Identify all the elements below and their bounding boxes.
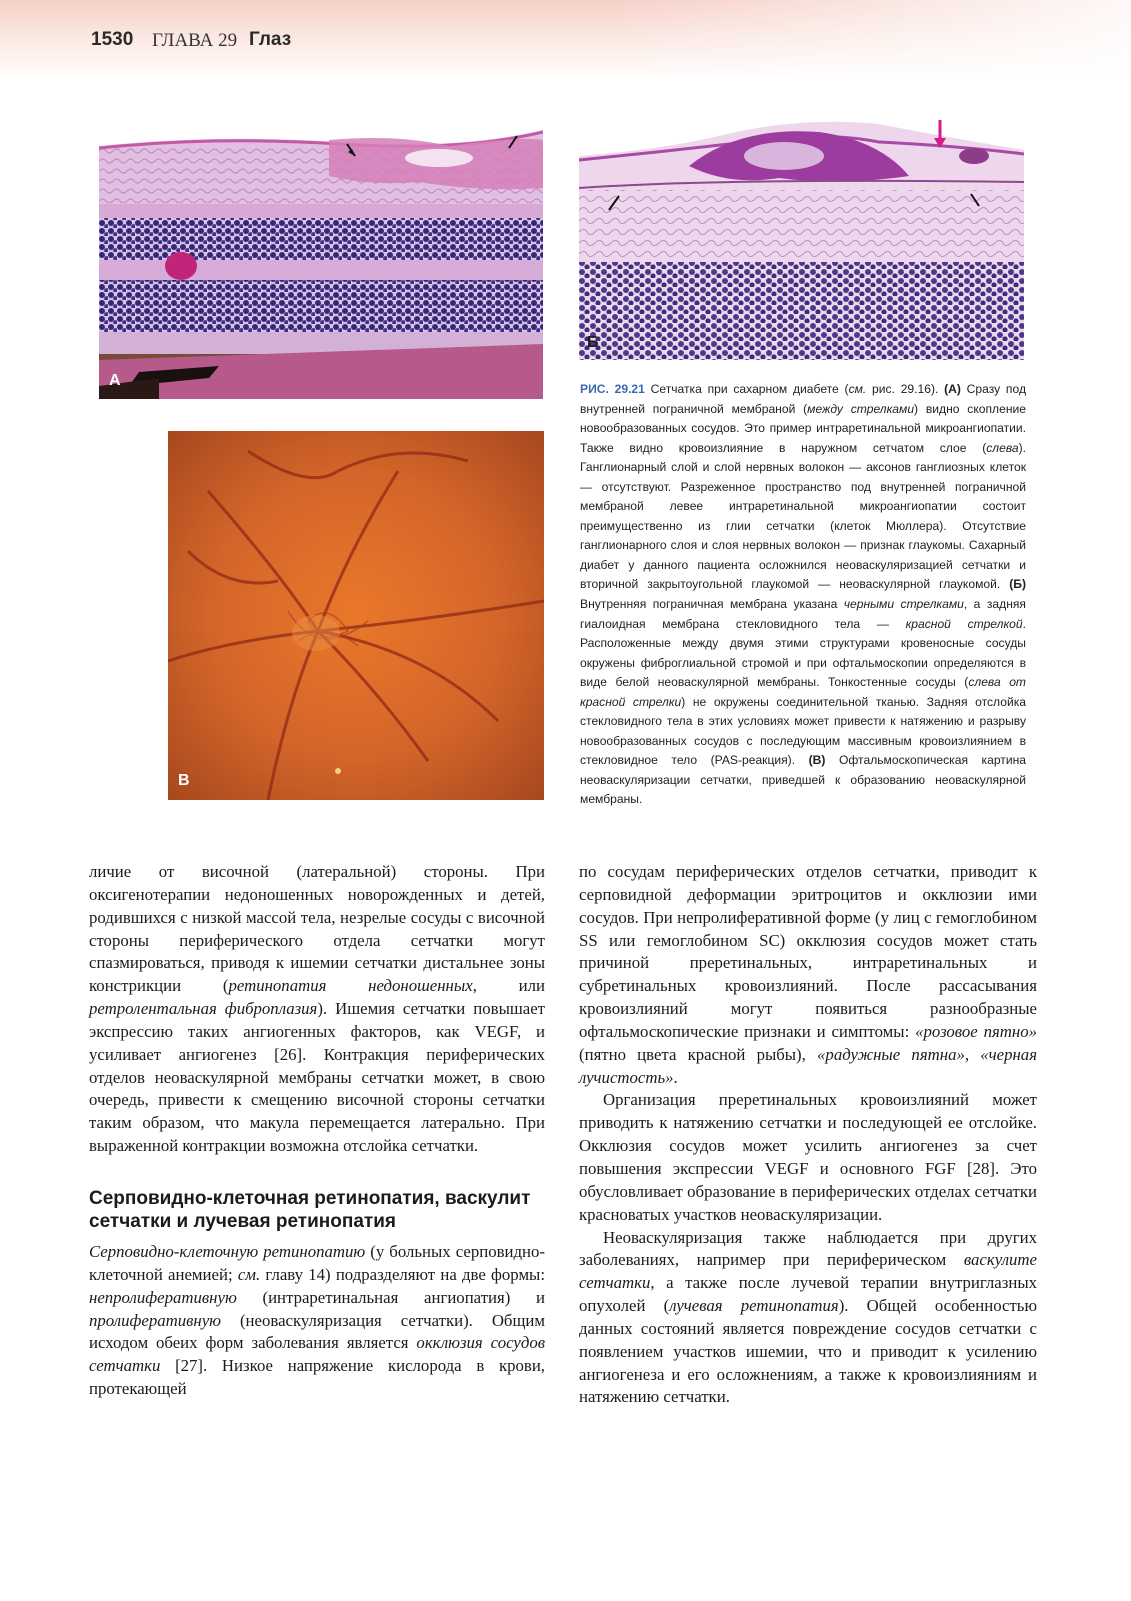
body-text: (у больных серповидно-клеточной анемией;: [89, 1242, 545, 1284]
caption-panel-marker: (А): [944, 382, 961, 396]
figure-b-label: Б: [587, 334, 599, 351]
body-text: ). Ишемия сетчатки повышает экспрессию таких ангиогенных факторов, как VEGF, и усиливает ангиогенез [26]. Контракция периферических отделов неоваскулярной мембраны сетчатки может, в свою очередь, привести к смещению височной стороны сетчатки таким образом, что макула перемещается латерально. При выраженной контракции возможна отслойка сетчатки.: [89, 999, 545, 1156]
body-text: главу 14) подразделяют на две формы:: [260, 1264, 545, 1284]
caption-text: ) видно скопление новообразованных сосудов. Это пример интраретинальной микроангиопатии. Также видно кровоизлияние в наружном сетчатом слое (: [580, 401, 1026, 455]
caption-text: ) не окружены соединительной тканью. Задняя отслойка стекловидного тела в этих условиях может привести к натяжению и разрыву новообразованных сосудов с последующим массивным кровоизлиянием в стекловидное тело (PAS-реакция).: [580, 694, 1026, 768]
caption-text: Сразу под внутренней пограничной мембраной (: [580, 382, 1026, 416]
body-text: ). Общей особенностью данных состояний является повреждение сосудов сетчатки с появлением участков ишемии, что и приводит к усилению ангиогенеза и его осложнениям, а также к кровоизлияниям и натяжению сетчатки.: [579, 1296, 1037, 1407]
body-text: по сосудам периферических отделов сетчатки, приводит к серповидной деформации эритроцитов и окклюзии ими сосудов. При непролиферативной форме (у лиц с гемоглобином SS или гемоглобином SC) окклюзия сосудов может стать причиной преретинальных, интраретинальных и субретинальных кровоизлияний. После рассасывания кровоизлияний могут появиться разнообразные офтальмоскопические признаки и симптомы:: [579, 862, 1037, 1041]
body-italic: см.: [237, 1264, 261, 1284]
body-text: Неоваскуляризация также наблюдается при других заболеваниях, например при периферическом: [579, 1227, 1037, 1270]
body-text: (неоваскуляризация сетчатки). Общим исходом обеих форм заболевания является: [89, 1310, 545, 1353]
body-paragraph: Организация преретинальных кровоизлияний может приводить к натяжению сетчатки и последующей ее отслойке. Окклюзия сосудов может усилить ангиогенез за счет повышения экспрессии VEGF и основного FGF [28]. Это обусловливает образование в периферических отделах сетчатки красноватых участков неоваскуляризации.: [579, 1090, 1037, 1224]
body-italic: непролиферативную: [89, 1287, 237, 1307]
caption-panel-marker: (В): [808, 753, 826, 768]
caption-italic: красной стрелкой: [905, 616, 1023, 631]
body-italic: окклюзия сосудов сетчатки: [89, 1333, 545, 1376]
body-text: ,: [964, 1044, 981, 1064]
figure-v-fundus: [168, 431, 544, 800]
caption-italic: между стрелками: [807, 401, 915, 416]
caption-text: , а задняя гиалоидная мембрана стекловидного тела —: [580, 597, 1026, 631]
body-italic: лучевая ретинопатия: [669, 1296, 839, 1316]
caption-text: ). Ганглионарный слой и слой нервных волокон — аксонов ганглиозных клеток — отсутствуют. Разреженное пространство под внутренней пограничной мембраной левее интраретинальной микроангиопатии состоит преимущественно из глии сетчатки (клеток Мюллера). Отсутствие ганглионарного слоя и слоя нервных волокон — признак глаукомы. Сахарный диабет у данного пациента осложнился неоваскуляризацией сетчатки и вторичной закрытоугольной глаукомой — неоваскулярной глаукомой.: [580, 440, 1026, 592]
body-italic: пролиферативную: [89, 1310, 222, 1330]
figure-v-image: [168, 431, 544, 800]
caption-italic: черными стрелками: [843, 597, 964, 612]
caption-italic: слева: [986, 440, 1019, 455]
figure-caption: [580, 380, 1026, 810]
page-number: 1530: [91, 29, 134, 50]
figure-v-label: В: [178, 772, 190, 789]
caption-panel-marker: (Б): [1009, 577, 1026, 592]
right-column: [579, 861, 1037, 1409]
body-italic: ретролентальная фиброплазия: [89, 999, 318, 1019]
body-italic: ретинопатия недоношенных: [228, 976, 473, 996]
body-text: , или: [472, 976, 545, 996]
body-italic: васкулите сетчатки: [579, 1250, 1037, 1293]
body-paragraph: [89, 861, 545, 1158]
left-column-bottom: [89, 1241, 545, 1401]
body-italic: «розовое пятно»: [915, 1021, 1037, 1041]
body-paragraph: [579, 861, 1037, 1089]
caption-text: Внутренняя пограничная мембрана указана: [580, 597, 844, 612]
figure-a-image: [99, 116, 543, 399]
left-column-top: [89, 861, 545, 1158]
body-text: личие от височной (латеральной) стороны. При оксигенотерапии недоношенных новорожденных и детей, родившихся с низкой массой тела, незрелые сосуды с височной стороны периферического отдела сетчатки могут спазмироваться, приводя к ишемии сетчатки дистальнее зоны констрикции (: [89, 862, 545, 996]
body-paragraph: [89, 1241, 545, 1401]
section-heading: Серповидно-клеточная ретинопатия, васкулит сетчатки и лучевая ретинопатия: [89, 1188, 531, 1232]
body-text: (интраретинальная ангиопатия) и: [236, 1287, 545, 1307]
body-text: (пятно цвета красной рыбы),: [579, 1044, 818, 1064]
figure-a-label: А: [109, 372, 121, 389]
caption-italic: см.: [848, 382, 867, 396]
caption-text: Сетчатка при сахарном диабете (: [644, 382, 849, 396]
figure-number: РИС. 29.21: [580, 382, 645, 396]
figure-b-image: [579, 116, 1024, 360]
body-italic: «радужные пятна»: [817, 1044, 965, 1064]
chapter-label: ГЛАВА 29: [152, 30, 238, 51]
caption-text: Офтальмоскопическая картина неоваскуляризации сетчатки, приведшей к образованию неоваскулярной мембраны.: [580, 753, 1026, 807]
body-italic: Серповидно-клеточную ретинопатию: [89, 1242, 366, 1261]
caption-italic: слева от красной стрелки: [580, 675, 1026, 709]
body-paragraph: [579, 1227, 1037, 1410]
chapter-topic: Глаз: [249, 29, 292, 50]
caption-text: рис. 29.16).: [866, 382, 945, 396]
caption-text: . Расположенные между двумя этими структурами кровеносные сосуды окружены фиброглиальной стромой и при офтальмоскопии определяются в виде белой неоваскулярной мембраны. Тонкостенные сосуды (: [580, 616, 1026, 690]
body-italic: «черная лучистость»: [579, 1044, 1038, 1087]
body-text: [27]. Низкое напряжение кислорода в крови, протекающей: [89, 1356, 545, 1399]
body-text: , а также после лучевой терапии внутриглазных опухолей (: [579, 1273, 1037, 1316]
figure-b-histology: [579, 116, 1024, 360]
body-text: .: [673, 1067, 678, 1087]
figure-a-histology: [99, 116, 543, 399]
